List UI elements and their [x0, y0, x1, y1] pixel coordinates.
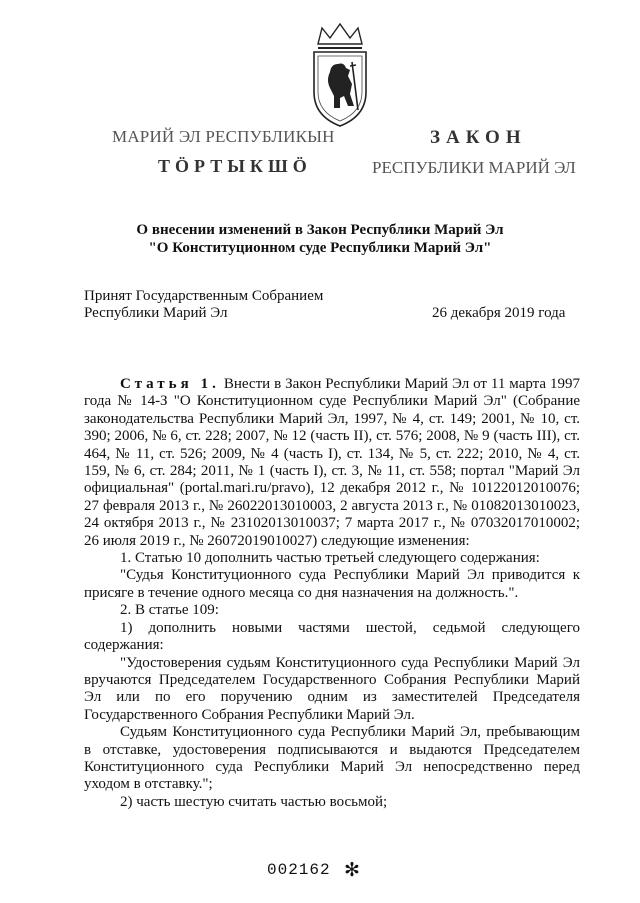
- paragraph-item-2: 2. В статье 109:: [120, 602, 219, 619]
- adoption-line-1: Принят Государственным Собранием: [84, 288, 324, 304]
- paragraph-oath-text: "Судья Конституционного суда Республики Марий Эл приводится к присяге в течение одного месяца со дня назначения на должность.".: [84, 567, 580, 601]
- header-republic-mari: МАРИЙ ЭЛ РЕСПУБЛИКЫН: [112, 127, 335, 146]
- article-1-paragraph: [84, 376, 580, 550]
- paragraph-item-1: 1. Статью 10 дополнить частью третьей следующего содержания:: [120, 550, 540, 567]
- header-republic-russian: РЕСПУБЛИКИ МАРИЙ ЭЛ: [372, 158, 576, 177]
- serial-number: 002162: [267, 861, 331, 879]
- coat-of-arms-icon: [300, 22, 380, 128]
- paragraph-subitem-2: 2) часть шестую считать частью восьмой;: [120, 793, 388, 810]
- adoption-line-2: Республики Марий Эл: [84, 305, 228, 321]
- header-law-mari: ТӦРТЫКШӦ: [158, 156, 312, 176]
- law-body: [84, 376, 580, 811]
- footer-mark-icon: ✻: [344, 860, 360, 881]
- paragraph-certificates: "Удостоверения судьям Конституционного суда Республики Марий Эл вручаются Председателем Государственного Собрания Республики Марий Эл или по его поручению одним из заместителей Председателя Государственного Собрания Республики Марий Эл.: [84, 654, 580, 723]
- header-law-russian: ЗАКОН: [430, 127, 527, 148]
- article-label: Статья 1.: [120, 376, 220, 392]
- document-title-line-1: О внесении изменений в Закон Республики Марий Эл: [136, 222, 504, 238]
- paragraph-subitem-1: 1) дополнить новыми частями шестой, седьмой следующего содержания:: [84, 619, 580, 654]
- article-intro: Внести в Закон Республики Марий Эл от 11 марта 1997 года № 14-З "О Конституционном суде Республики Марий Эл" (Собрание законодательства Республики Марий Эл, 1997, № 4, ст. 149; 2001, № 10, ст. 390; 2006, № 6, ст. 228; 2007, № 12 (часть II), ст. 576; 2008, № 9 (часть III), ст. 464, № 11, ст. 526; 2009, № 4 (часть I), ст. 134, № 5, ст. 222; 2010, № 4, ст. 159, № 6, ст. 284; 2011, № 1 (часть I), ст. 3, № 11, ст. 558; портал "Марий Эл официальная" (portal.mari.ru/pravo), 12 декабря 2012 г., № 10122012010076; 27 февраля 2013 г., № 26022013010003, 2 августа 2013 г., № 01082013010023, 24 октября 2013 г., № 23102013010037; 7 марта 2017 г., № 07032017010002; 26 июля 2019 г., № 26072019010027) следующие изменения:: [84, 376, 581, 549]
- adoption-date: 26 декабря 2019 года: [432, 305, 566, 321]
- document-title-line-2: "О Конституционном суде Республики Марий Эл": [148, 240, 492, 256]
- paragraph-retired-judges: Судьям Конституционного суда Республики Марий Эл, пребывающим в отставке, удостоверения подписываются и выдаются Председателем Конституционного суда Республики Марий Эл непосредственно перед уходом в отставку.";: [84, 724, 580, 793]
